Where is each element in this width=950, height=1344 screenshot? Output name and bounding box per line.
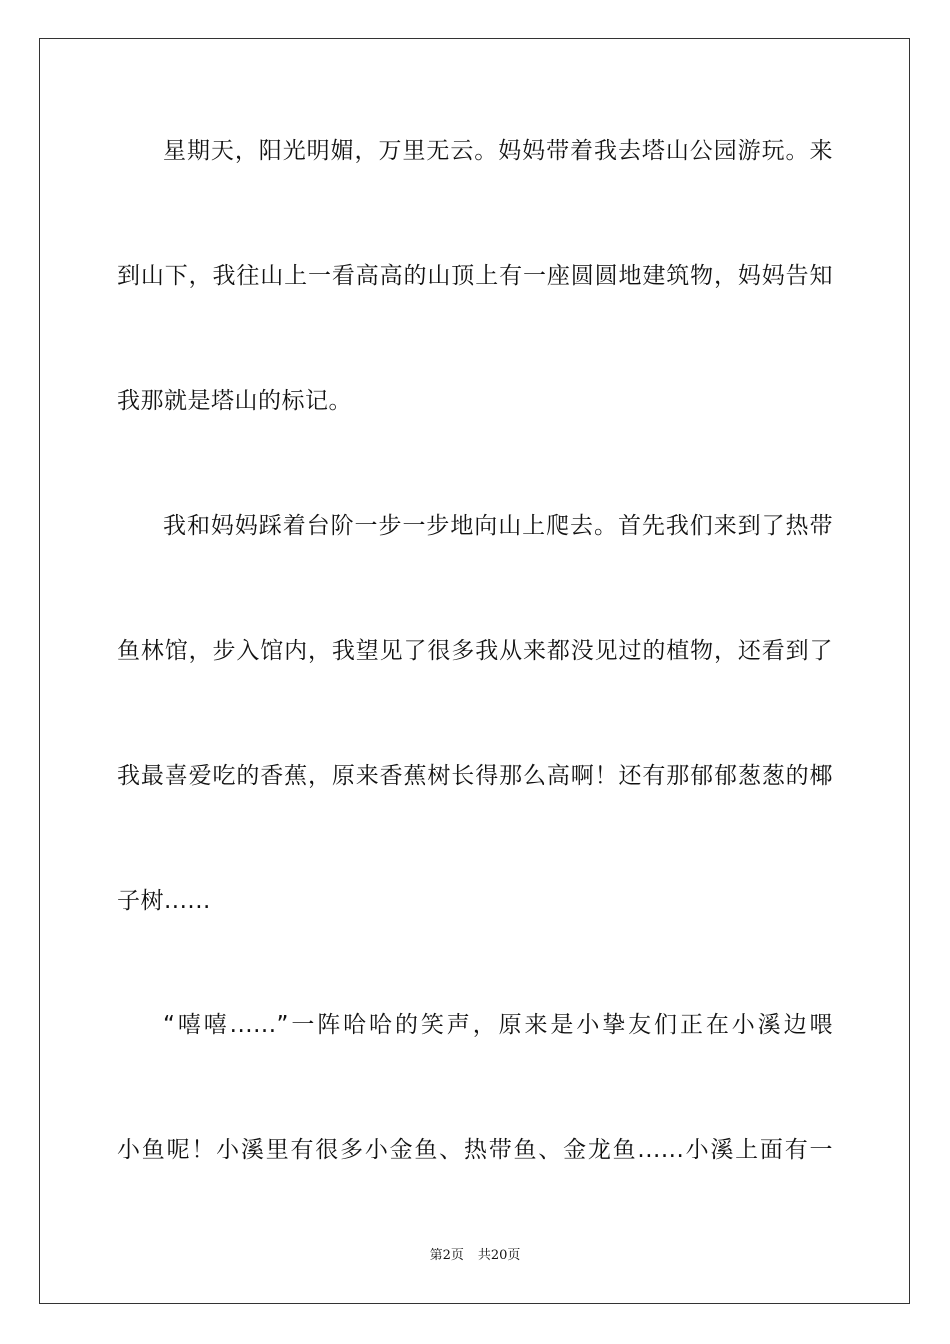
page-total: 共20页 — [477, 1248, 521, 1263]
paragraph-1-line-3: 我那就是塔山的标记。 — [117, 388, 352, 414]
page-footer — [0, 1247, 950, 1265]
paragraph-1-line-1: 星期天，阳光明媚，万里无云。妈妈带着我去塔山公园游玩。来 — [163, 138, 833, 164]
paragraph-1-line-2: 到山下，我往山上一看高高的山顶上有一座圆圆地建筑物，妈妈告知 — [117, 263, 833, 289]
paragraph-3-line-1: “嘻嘻......”一阵哈哈的笑声，原来是小挚友们正在小溪边喂 — [163, 1012, 833, 1038]
paragraph-2-line-4: 子树...... — [117, 888, 211, 914]
paragraph-3-line-2: 小鱼呢！小溪里有很多小金鱼、热带鱼、金龙鱼......小溪上面有一 — [117, 1137, 833, 1163]
page-number: 第2页 — [429, 1248, 464, 1263]
page-border — [39, 38, 910, 1304]
paragraph-2-line-3: 我最喜爱吃的香蕉，原来香蕉树长得那么高啊！还有那郁郁葱葱的椰 — [117, 763, 833, 789]
paragraph-2-line-2: 鱼林馆，步入馆内，我望见了很多我从来都没见过的植物，还看到了 — [117, 638, 833, 664]
paragraph-2-line-1: 我和妈妈踩着台阶一步一步地向山上爬去。首先我们来到了热带 — [163, 513, 833, 539]
